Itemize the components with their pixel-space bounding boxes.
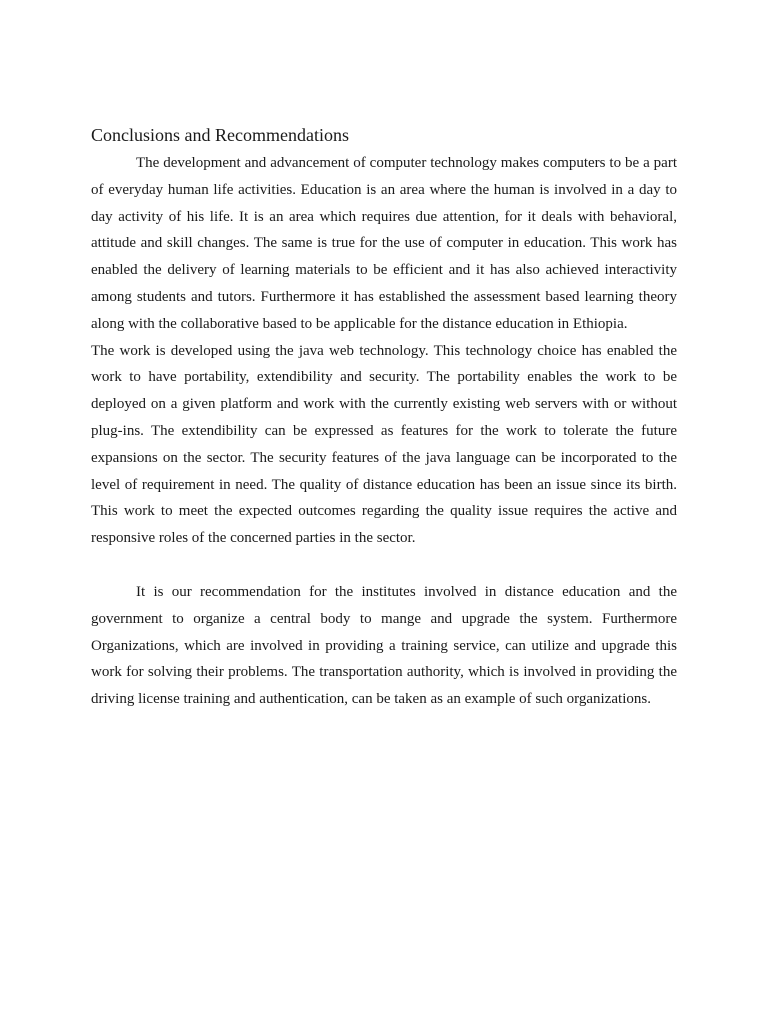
paragraph-recommendation: It is our recommendation for the institutes involved in distance education and the government to organize a central body to mange and upgrade the system. Furthermore Organizations, which are involved in providing a training service, can utilize and upgrade this work for solving their problems. The transportation authority, which is involved in providing the driving license training and authentication, can be taken as an example of such organizations. [91,583,677,708]
document-body [91,122,677,713]
paragraph-technology: The work is developed using the java web technology. This technology choice has enabled the work to have portability, extendibility and security. The portability enables the work to be deployed on a given platform and work with the currently existing web servers with or without plug-ins. The extendibility can be expressed as features for the work to tolerate the future expansions on the sector. The security features of the java language can be incorporated to the level of requirement in need. The quality of distance education has been an issue since its birth. This work to meet the expected outcomes regarding the quality issue requires the active and responsive roles of the concerned parties in the sector. [91,342,677,547]
paragraph-conclusion-intro: The development and advancement of computer technology makes computers to be a part of everyday human life activities. Education is an area where the human is involved in a day to day activity of his life. It is an area which requires due attention, for it deals with behavioral, attitude and skill changes. The same is true for the use of computer in education. This work has enabled the delivery of learning materials to be efficient and it has also achieved interactivity among students and tutors. Furthermore it has established the assessment based learning theory along with the collaborative based to be applicable for the distance education in Ethiopia. [91,155,677,332]
paragraph-spacer [91,552,677,579]
section-heading: Conclusions and Recommendations [91,125,349,145]
